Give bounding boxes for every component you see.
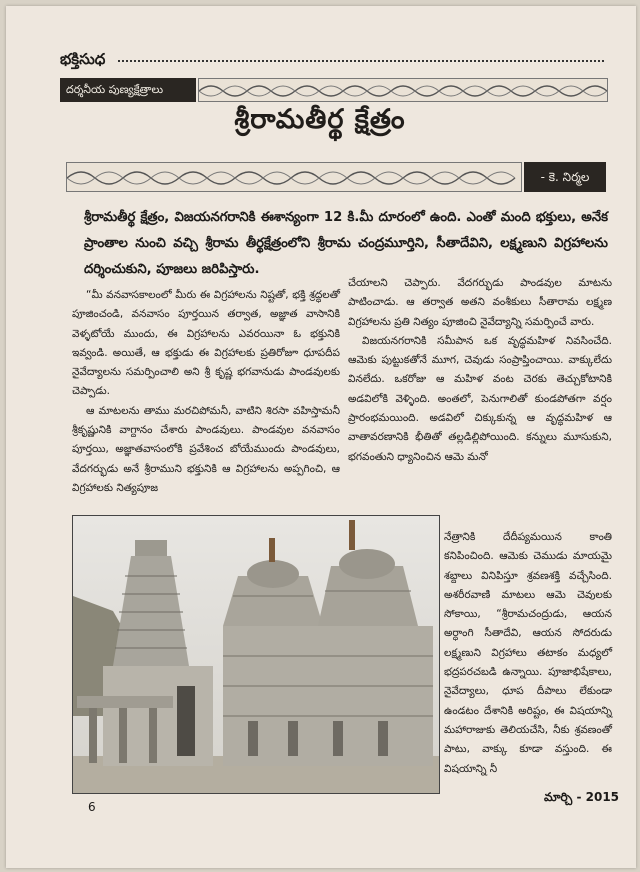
- author-banner: [66, 162, 606, 192]
- text-column-3: [444, 528, 612, 779]
- paragraph: చేయాలని చెప్పారు. వేదగర్భుడు పాండవుల మాటను పాటించాడు. ఆ తర్వాత అతని వంశీకులు సీతారామ లక్ష్మణ విగ్రహాలను ప్రతి నిత్యం పూజించి నైవేద్యాన్ని సమర్పించే వారు.: [348, 277, 612, 328]
- paragraph: విజయనగరానికి సమీపాన ఒక వృద్ధమహిళ నివసించేది. ఆమెకు పుట్టుకతోనే మూగ, చెవుడు సంప్రాప్తించాయి. వాక్కులేదు వినలేదు. ఒకరోజు ఆ మహిళ వంట చెరకు తెచ్చుకోటానికి అడవిలోకి వెళ్ళింది. అంతలో, పెనుగాలితో కుండపోతగా వర్షం ప్రారంభమయింది. అడవిలో చిక్కుకున్న ఆ వృద్ధమహిళ ఆ వాతావరణానికి భీతితో తల్లడిల్లిపోయింది. కన్నులు మూసుకుని, భగవంతుని ధ్యానించిన ఆమె మనో: [348, 334, 612, 463]
- section-banner: [60, 78, 608, 102]
- article-title: శ్రీరామతీర్థ క్షేత్రం: [234, 104, 406, 135]
- decorative-scroll-border: [198, 78, 608, 102]
- paragraph: “మీ వనవాసకాలంలో మీరు ఈ విగ్రహాలను నిష్టతో, భక్తి శ్రద్ధలతో పూజించండి, వనవాసం పూర్తయిన తర్వాత, అజ్ఞాత వాసానికి వెళ్ళటోయే ముందు, ఈ విగ్రహాలను ఎవరయినా ఓ భక్తునికి ఇవ్వండి. అయితే, ఆ భక్తుడు ఈ విగ్రహాలకు ప్రతిరోజూ ధూపదీప నైవేద్యాలను సమర్పించాలి అని శ్రీ కృష్ణ భగవానుడు పాండవులకు చెప్పాడు.: [72, 289, 340, 398]
- paragraph: ఆ మాటలను తాము మరచిపోమనీ, వాటిని శిరసా వహిస్తామనీ శ్రీకృష్ణునికి వాగ్దానం చేశారు పాండవులు. పాండవుల వనవాసం పూర్తయి, అజ్ఞాతవాసంలోకి ప్రవేశించ బోయేముందు పాండవులు, వేదగర్భుడు అనే శ్రీరాముని భక్తునికి ఆ విగ్రహాలను అప్పగించి, ఆ విగ్రహాలకు నిత్యపూజ: [72, 404, 340, 494]
- temple-photo: [72, 515, 440, 794]
- paragraph: నేత్రానికి దేదీప్యమయిన కాంతి కనిపించింది. ఆమెకు చెముడు మాయమై శబ్దాలు వినిపిస్తూ శ్రవణశక్తి వచ్చేసింది. అశరీరవాణి మాటలు ఆమె చెవులకు సోకాయి, “శ్రీరామచంద్రుడు, ఆయన అర్ధాంగి సీతాదేవి, ఆయన సోదరుడు లక్ష్మణుని విగ్రహాలు తటాకం మధ్యలో భద్రపరచబడి ఉన్నాయి. పూజాభిషేకాలు, నైవేద్యాలు, ధూప దీపాలు లేకుండా ఉండటం దేశానికి అరిష్టం, ఈ విషయాన్ని మహారాజుకు తెలియచేసి, నీకు శ్రవణంతో పాటు, వాక్కు కూడా వస్తుంది. ఈ విషయాన్ని నీ: [444, 531, 612, 775]
- text-column-2: [348, 274, 612, 467]
- text-column-1: [72, 286, 340, 498]
- intro-paragraph: శ్రీరామతీర్థ క్షేత్రం, విజయనగరానికి ఈశాన్యంగా 12 కి.మీ దూరంలో ఉంది. ఎంతో మంది భక్తులు, అనేక ప్రాంతాల నుంచి వచ్చి శ్రీరామ తీర్థక్షేత్రంలోని శ్రీరామ చంద్రమూర్తిని, సీతాదేవిని, లక్ష్మణుని విగ్రహాలను దర్శించుకుని, పూజలు జరిపిస్తారు.: [84, 210, 608, 277]
- issue-date: మార్చి - 2015: [544, 790, 620, 804]
- author-label: - కె. నిర్మల: [524, 162, 606, 192]
- page-number: 6: [88, 800, 96, 814]
- section-label: దర్శనీయ పుణ్యక్షేత్రాలు: [60, 78, 196, 102]
- masthead-dotted-rule: [118, 60, 604, 62]
- masthead: భక్తిసుధ: [60, 50, 106, 68]
- decorative-scroll-border: [66, 162, 522, 192]
